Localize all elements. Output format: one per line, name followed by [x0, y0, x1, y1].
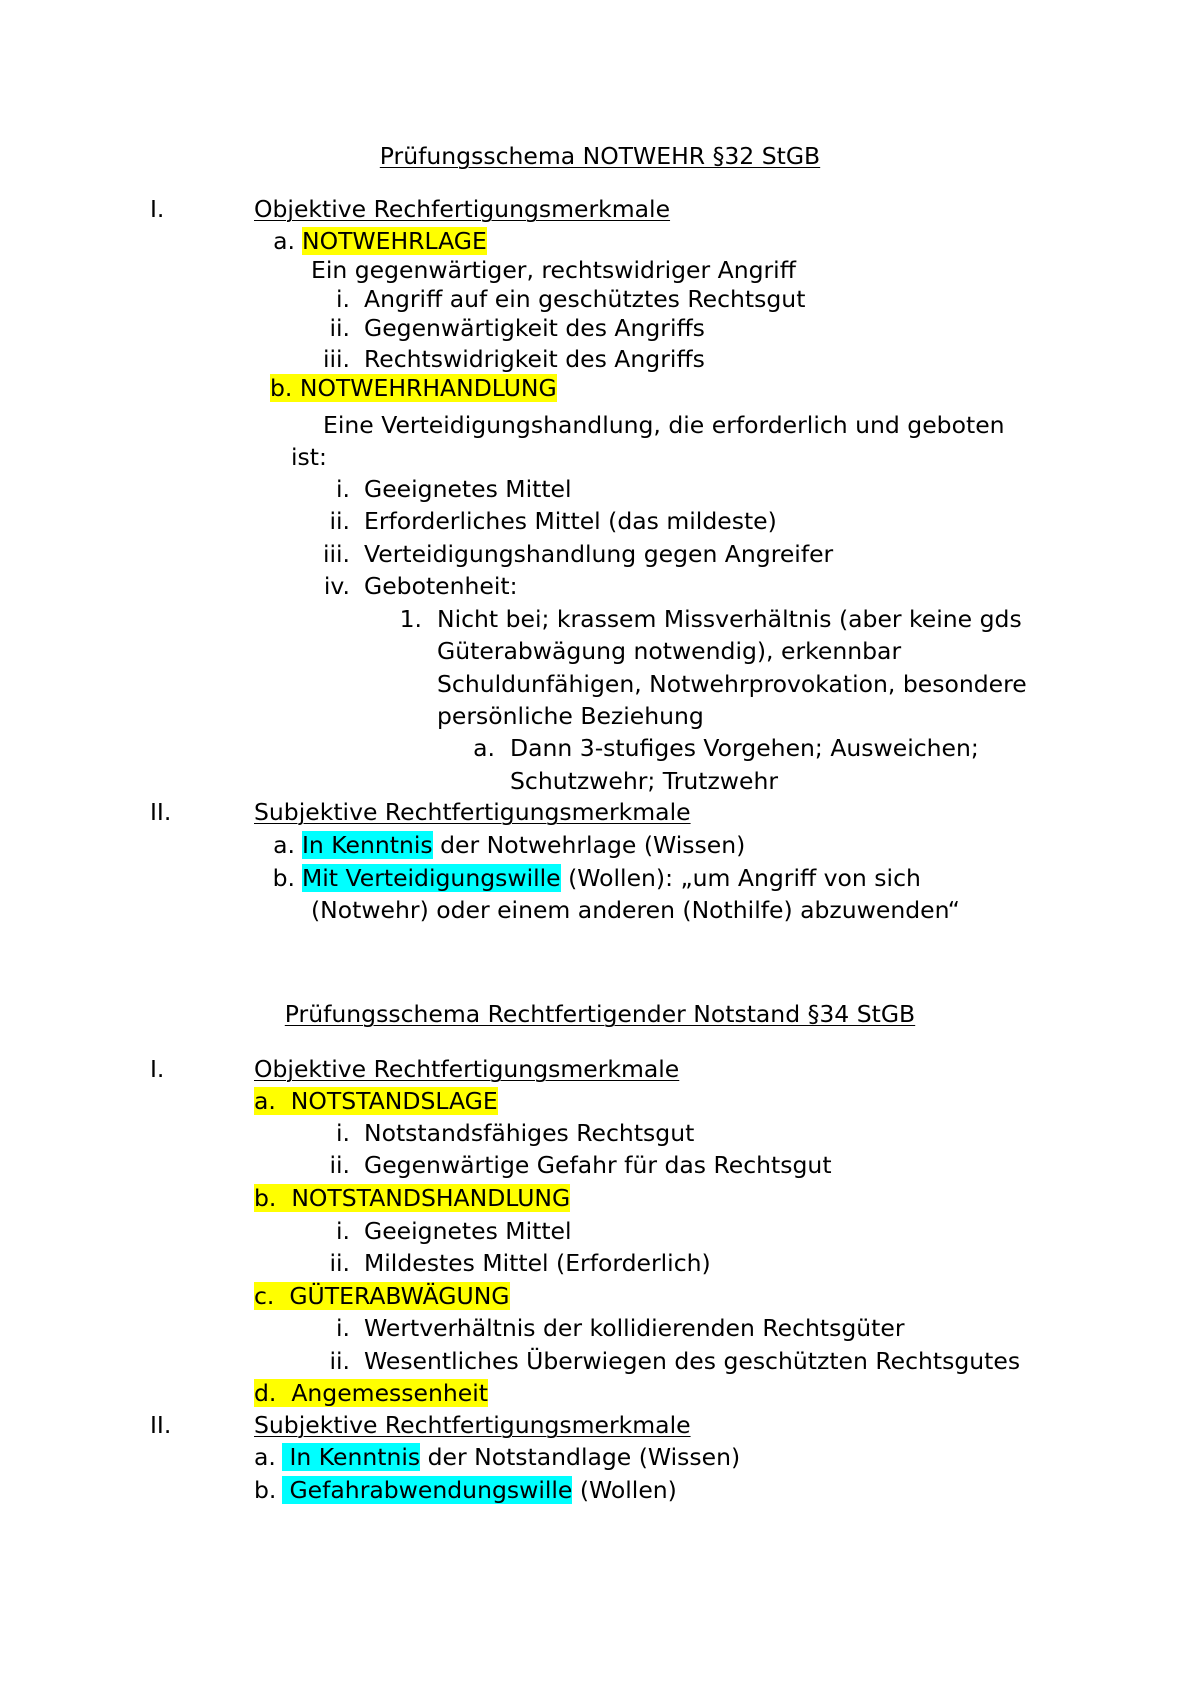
list-item: Gebotenheit:: [364, 572, 518, 600]
list-item: Gegenwärtige Gefahr für das Rechtsgut: [364, 1151, 832, 1179]
sub-item-marker: a.: [473, 734, 495, 762]
list-item: Mildestes Mittel (Erforderlich): [364, 1249, 711, 1277]
notwehr-section-2-heading: Subjektive Rechtfertigungsmerkmale: [254, 798, 691, 826]
notstand-d-label: d. Angemessenheit: [254, 1379, 488, 1407]
list-item: Gegenwärtigkeit des Angriffs: [364, 314, 705, 342]
notstand-title: Prüfungsschema Rechtfertigender Notstand §34 StGB: [284, 1000, 916, 1028]
list-item: Geeignetes Mittel: [364, 475, 572, 503]
list-item: Notstandsfähiges Rechtsgut: [364, 1119, 695, 1147]
list-item: Wesentliches Überwiegen des geschützten Rechtsgutes: [364, 1347, 1021, 1375]
notstand-section-1-marker: I.: [150, 1055, 165, 1083]
list-item-marker: iv.: [323, 572, 350, 600]
numbered-item-line: persönliche Beziehung: [437, 702, 704, 730]
notwehr-a-label: NOTWEHRLAGE: [302, 227, 487, 255]
list-item-marker: ii.: [329, 314, 350, 342]
list-item: Angriff auf ein geschütztes Rechtsgut: [364, 285, 806, 313]
notstand-section-2-heading: Subjektive Rechtfertigungsmerkmale: [254, 1411, 691, 1439]
list-item: Erforderliches Mittel (das mildeste): [364, 507, 777, 535]
list-item-marker: ii.: [329, 1347, 350, 1375]
sub-item-line: Dann 3-stufiges Vorgehen; Ausweichen;: [510, 734, 979, 762]
notwehr-title: Prüfungsschema NOTWEHR §32 StGB: [379, 142, 821, 170]
notstand-s2-a-text: In Kenntnis der Notstandlage (Wissen): [282, 1443, 741, 1471]
list-item-marker: ii.: [329, 507, 350, 535]
notstand-s2-b-marker: b.: [254, 1476, 277, 1504]
notwehr-a-marker: a.: [273, 227, 295, 255]
notstand-c-label: c. GÜTERABWÄGUNG: [254, 1282, 510, 1310]
notstand-section-2-marker: II.: [150, 1411, 172, 1439]
notstand-b-label: b. NOTSTANDSHANDLUNG: [254, 1184, 571, 1212]
notstand-s2-a-marker: a.: [254, 1443, 276, 1471]
list-item-marker: i.: [336, 1314, 350, 1342]
list-item: Geeignetes Mittel: [364, 1217, 572, 1245]
list-item: Wertverhältnis der kollidierenden Rechtsgüter: [364, 1314, 905, 1342]
notwehr-section-1-marker: I.: [150, 195, 165, 223]
notwehr-b-label: b. NOTWEHRHANDLUNG: [270, 374, 557, 402]
list-item-marker: i.: [336, 1217, 350, 1245]
notwehr-b-description-line2: ist:: [291, 443, 327, 471]
list-item-marker: iii.: [322, 540, 350, 568]
notwehr-s2-b-text-line2: (Notwehr) oder einem anderen (Nothilfe) abzuwenden“: [311, 896, 960, 924]
notwehr-section-2-marker: II.: [150, 798, 172, 826]
list-item-marker: i.: [336, 285, 350, 313]
numbered-item-line: Güterabwägung notwendig), erkennbar: [437, 637, 902, 665]
notwehr-s2-b-text: Mit Verteidigungswille (Wollen): „um Angriff von sich: [302, 864, 921, 892]
notstand-s2-b-text: Gefahrabwendungswille (Wollen): [282, 1476, 677, 1504]
notwehr-b-description-line1: Eine Verteidigungshandlung, die erforderlich und geboten: [323, 411, 1005, 439]
list-item-marker: ii.: [329, 1151, 350, 1179]
list-item-marker: ii.: [329, 1249, 350, 1277]
notwehr-a-description: Ein gegenwärtiger, rechtswidriger Angriff: [311, 256, 796, 284]
list-item: Rechtswidrigkeit des Angriffs: [364, 345, 705, 373]
numbered-item-line: Nicht bei; krassem Missverhältnis (aber keine gds: [437, 605, 1022, 633]
numbered-item-line: Schuldunfähigen, Notwehrprovokation, besondere: [437, 670, 1027, 698]
sub-item-line: Schutzwehr; Trutzwehr: [510, 767, 779, 795]
notstand-a-label: a. NOTSTANDSLAGE: [254, 1087, 498, 1115]
list-item-marker: iii.: [322, 345, 350, 373]
list-item-marker: i.: [336, 475, 350, 503]
notwehr-s2-a-marker: a.: [273, 831, 295, 859]
notstand-section-1-heading: Objektive Rechtfertigungsmerkmale: [254, 1055, 680, 1083]
notwehr-s2-b-marker: b.: [272, 864, 295, 892]
list-item: Verteidigungshandlung gegen Angreifer: [364, 540, 834, 568]
notwehr-section-1-heading: Objektive Rechfertigungsmerkmale: [254, 195, 671, 223]
list-item-marker: i.: [336, 1119, 350, 1147]
notwehr-s2-a-text: In Kenntnis der Notwehrlage (Wissen): [302, 831, 746, 859]
numbered-item-marker: 1.: [399, 605, 422, 633]
